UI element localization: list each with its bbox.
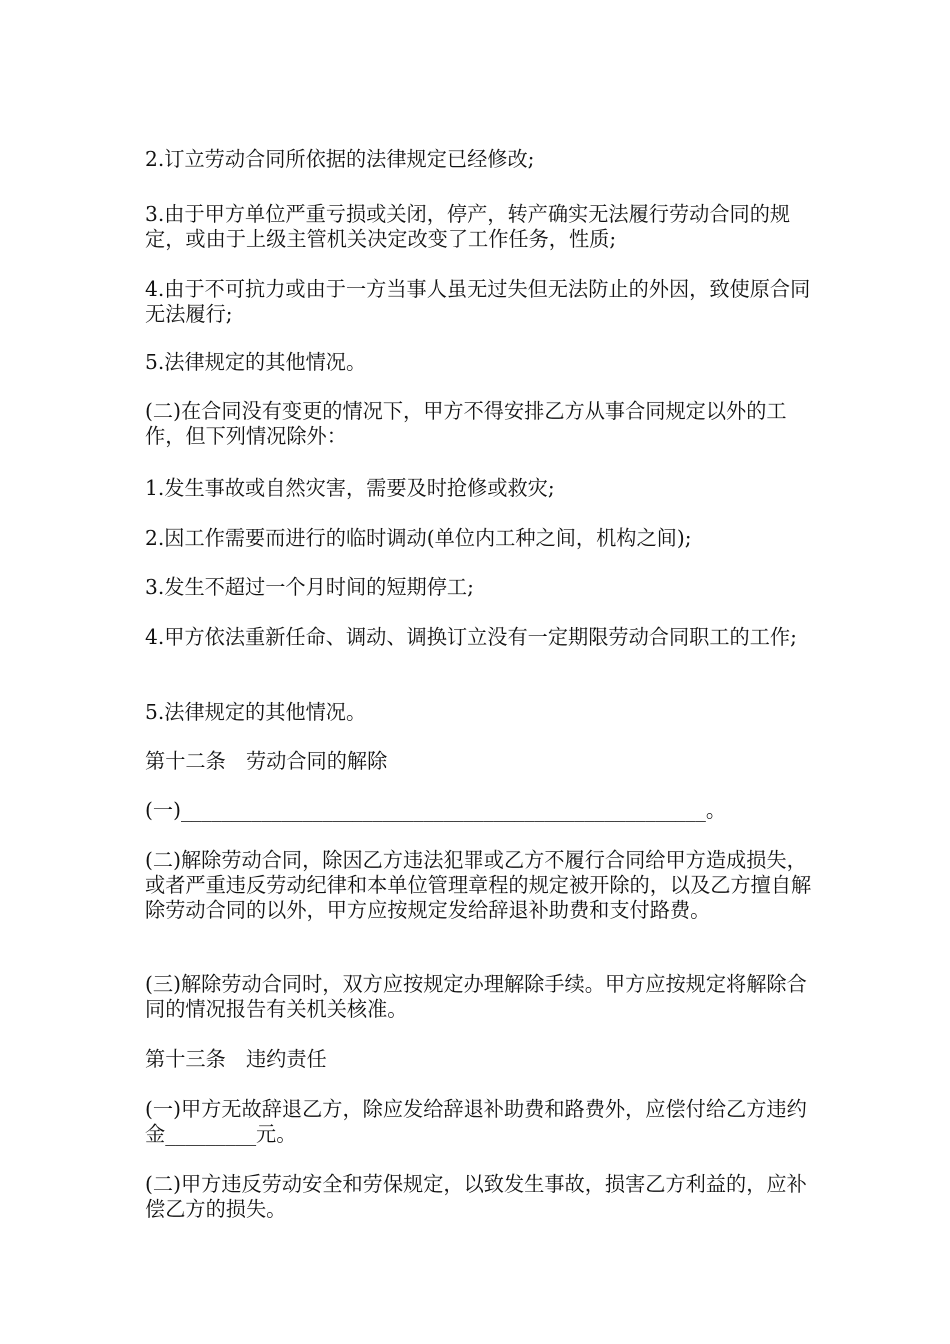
article-13-item-2: (二)甲方违反劳动安全和劳保规定，以致发生事故，损害乙方利益的，应补偿乙方的损失。 [145,1172,807,1221]
exception-temporary-transfer: 2.因工作需要而进行的临时调动(单位内工种之间，机构之间); [145,526,692,550]
exception-other-legal-situations: 5.法律规定的其他情况。 [145,700,367,724]
article-13-heading: 第十三条 违约责任 [145,1047,327,1071]
article-12-item-1-blank: (一)____________________________________________________。 [145,798,727,822]
article-12-heading: 第十二条 劳动合同的解除 [145,749,388,773]
clause-law-amended: 2.订立劳动合同所依据的法律规定已经修改; [145,147,535,171]
clause-force-majeure: 4.由于不可抗力或由于一方当事人虽无过失但无法防止的外因，致使原合同无法履行; [145,277,811,326]
article-12-item-2: (二)解除劳动合同，除因乙方违法犯罪或乙方不履行合同给甲方造成损失，或者严重违反劳动纪律和本单位管理章程的规定被开除的，以及乙方擅自解除劳动合同的以外，甲方应按规定发给辞退补助费和支付路费。 [145,848,812,922]
exception-short-shutdown: 3.发生不超过一个月时间的短期停工; [145,575,474,599]
clause-other-legal-situations: 5.法律规定的其他情况。 [145,350,367,374]
exception-accident-disaster: 1.发生事故或自然灾害，需要及时抢修或救灾; [145,476,555,500]
article-13-item-1: (一)甲方无故辞退乙方，除应发给辞退补助费和路费外，应偿付给乙方违约金_________元。 [145,1097,807,1146]
clause-unit-loss-closure: 3.由于甲方单位严重亏损或关闭，停产，转产确实无法履行劳动合同的规定，或由于上级主管机关决定改变了工作任务，性质; [145,202,791,251]
article-12-item-3: (三)解除劳动合同时，双方应按规定办理解除手续。甲方应按规定将解除合同的情况报告有关机关核准。 [145,972,807,1021]
exception-reappointment: 4.甲方依法重新任命、调动、调换订立没有一定期限劳动合同职工的工作; [145,625,797,649]
clause-no-change-restriction: (二)在合同没有变更的情况下，甲方不得安排乙方从事合同规定以外的工作，但下列情况除外： [145,399,787,448]
